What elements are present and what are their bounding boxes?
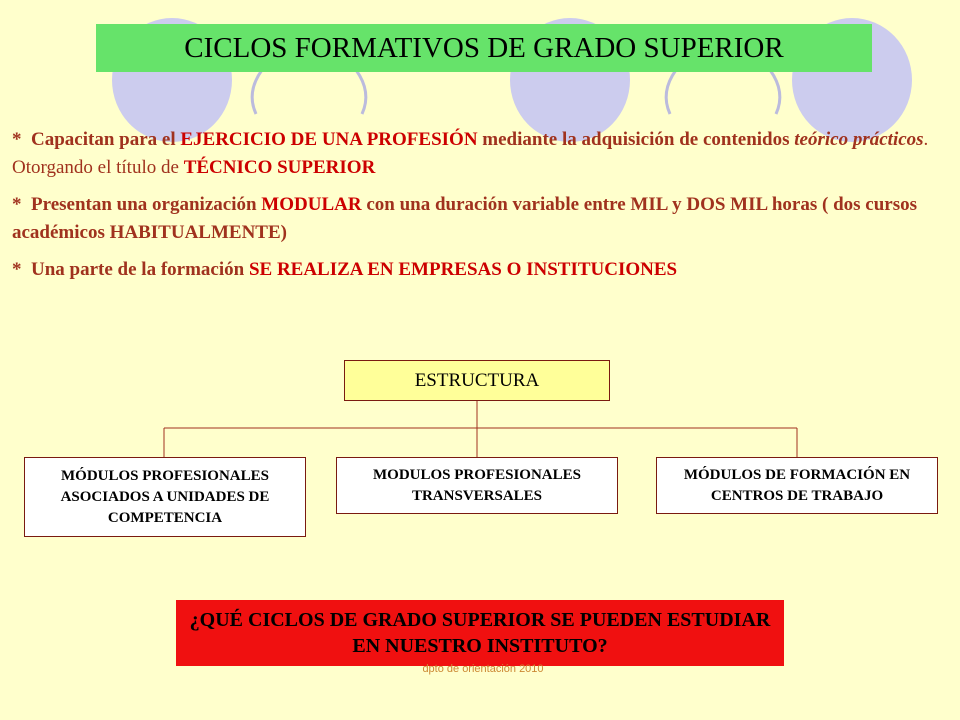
structure-child-box-1 — [24, 457, 306, 537]
bullet-2-highlight: MODULAR — [261, 194, 362, 215]
structure-child-box-3 — [656, 457, 938, 514]
bullet-marker: * — [12, 259, 22, 280]
slide-title-text: CICLOS FORMATIVOS DE GRADO SUPERIOR — [184, 31, 784, 64]
structure-child-label-2: MODULOS PROFESIONALES TRANSVERSALES — [373, 466, 581, 504]
bullet-marker: * — [12, 129, 22, 150]
question-button[interactable] — [176, 600, 784, 666]
bullet-1-italic: teórico prácticos — [794, 129, 924, 150]
structure-child-label-1: MÓDULOS PROFESIONALES ASOCIADOS A UNIDADES DE COMPETENCIA — [60, 467, 270, 526]
bullet-2-text: Presentan una organización — [31, 194, 262, 215]
question-text: ¿QUÉ CICLOS DE GRADO SUPERIOR SE PUEDEN ESTUDIAR EN NUESTRO INSTITUTO? — [189, 609, 771, 657]
bullet-3-text: Una parte de la formación — [31, 259, 249, 280]
bullet-1-highlight: EJERCICIO DE UNA PROFESIÓN — [180, 129, 478, 150]
footer-text: dpto de orientación 2010 — [422, 663, 544, 675]
bullet-marker: * — [12, 194, 22, 215]
bullet-3-highlight: SE REALIZA EN EMPRESAS O INSTITUCIONES — [248, 259, 678, 280]
structure-child-label-3: MÓDULOS DE FORMACIÓN EN CENTROS DE TRABAJO — [683, 466, 911, 504]
structure-root-box — [344, 360, 610, 401]
structure-child-box-2 — [336, 457, 618, 514]
bullet-1-text: Capacitan para el — [31, 129, 181, 150]
bullet-1-text-2: mediante la adquisición de contenidos — [477, 129, 795, 150]
bullet-1-text-3: . Otorgando el título de — [12, 129, 929, 178]
bullet-2-text-2: con una duración variable entre MIL y DOS MIL horas ( dos cursos académicos HABITUALMENTE) — [12, 194, 918, 243]
structure-root-label: ESTRUCTURA — [414, 369, 540, 391]
bullet-1-highlight-2: TÉCNICO SUPERIOR — [183, 157, 376, 178]
